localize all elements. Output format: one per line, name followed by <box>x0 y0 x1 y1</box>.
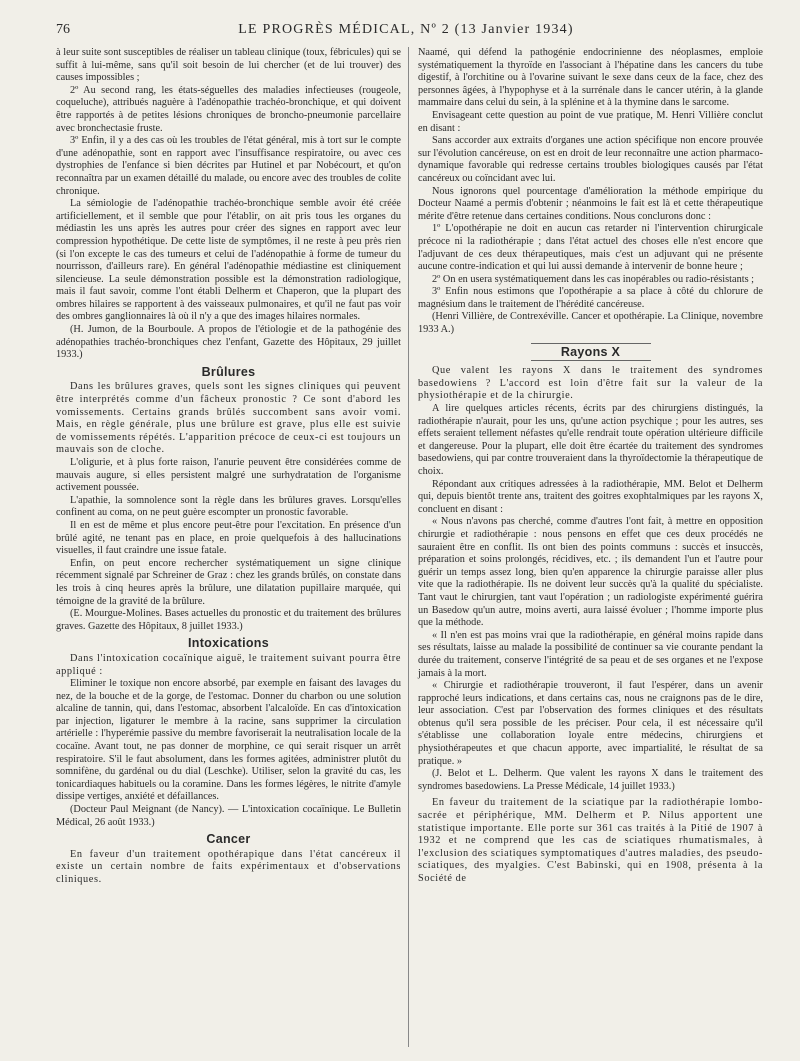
paragraph: Que valent les rayons X dans le traitement des syndromes basedowiens ? L'accord est loin d'être fait sur la valeur de la physiothérapie et de la chirurgie. <box>418 365 763 402</box>
paragraph: L'oligurie, et à plus forte raison, l'anurie peuvent être considérées comme de mauvais augure, si elles persistent malgré une surhydratation de l'organisme activement poussée. <box>56 457 401 494</box>
section-heading-rayons-x: Rayons X <box>531 343 651 362</box>
paragraph: Envisageant cette question au point de vue pratique, M. Henri Villière conclut en disant : <box>418 109 763 134</box>
paragraph: En faveur du traitement de la sciatique par la radiothérapie lombo-sacrée et périphérique, MM. Delherm et P. Nilus apportent une statistique importante. Elle porte sur 361 cas traités à la Pitié de 1907 à 1932 et ne comprend que les cas de sciatiques rhumatismales, à l'exclusion des sciatiques symptomatiques d'autres maladies, des pseudo-sciatiques, des myalgies. C'est Babinski, qui en 1908, présenta à la Société de <box>418 797 763 884</box>
paragraph: Répondant aux critiques adressées à la radiothérapie, MM. Belot et Delherm qui, depuis bientôt trente ans, traitent des goitres exophtalmiques par les rayons X, concluent en disant : <box>418 478 763 515</box>
column-divider <box>408 47 409 1047</box>
paragraph: Enfin, on peut encore rechercher systématiquement un signe clinique récemment signalé par Schreiner de Graz : chez les grands brûlés, on constate dans les trois à cinq heures après la brûlure, une dilatation pupillaire marquée, qui témoigne de la gravité de la brûlure. <box>56 557 401 607</box>
paragraph: 1º L'opothérapie ne doit en aucun cas retarder ni l'intervention chirurgicale précoce ni la radiothérapie ; dans l'état actuel des choses elle n'est encore que l'adjuvant de ces deux thérapeutiques, mais c'est un adjuvant qui ne présente aucune contre-indication et qui lui aussi demande à intervenir de bonne heure ; <box>418 223 763 273</box>
paragraph: à leur suite sont susceptibles de réaliser un tableau clinique (toux, fébricules) qui se suffit à lui-même, sans qu'il soit besoin de lui chercher (et de lui trouver) des causes impossibles ; <box>56 47 401 84</box>
citation: (J. Belot et L. Delherm. Que valent les rayons X dans le traitement des syndromes basedowiens. La Presse Médicale, 14 juillet 1933.) <box>418 768 763 792</box>
section-heading-cancer: Cancer <box>206 832 251 847</box>
paragraph: L'apathie, la somnolence sont la règle dans les brûlures graves. Lorsqu'elles confinent au coma, on ne peut guère escompter un pronostic favorable. <box>56 494 401 519</box>
paragraph: 2º On en usera systématiquement dans les cas inopérables ou radio-résistants ; <box>432 273 755 285</box>
paragraph: 2º Au second rang, les états-séguelles des maladies infectieuses (rougeole, coqueluche), attribués naguère à l'adénopathie trachéo-bronchique, et qui doivent être rapportés à de petites lésions chroniques de broncho-pneumonie parcellaire avec bronchectasie fruste. <box>56 84 401 134</box>
paragraph: A lire quelques articles récents, écrits par des chirurgiens distingués, la radiothérapie n'aurait, pour les uns, qu'une action psychique ; pour les autres, ses effets seraient tellement néfastes qu'elle rendrait toute opération ultérieure difficile et dangereuse. Pour la plupart, elle doit être écartée du traitement des syndromes basedowiens, qui par contre trouveraient dans la thyroïdectomie la thérapeutique de choix. <box>418 403 763 477</box>
citation: (E. Mourgue-Molines. Bases actuelles du pronostic et du traitement des brûlures graves. Gazette des Hôpitaux, 8 juillet 1933.) <box>56 608 401 632</box>
paragraph: Dans l'intoxication cocaïnique aiguë, le traitement suivant pourra être appliqué : <box>56 652 401 677</box>
citation: (Henri Villière, de Contrexéville. Cancer et opothérapie. La Clinique, novembre 1933 A.) <box>418 311 763 336</box>
paragraph: 3º Enfin nous estimons que l'opothérapie a sa place à côté du chlorure de magnésium dans le traitement de l'hérédité cancéreuse. <box>418 286 763 310</box>
paragraph: La sémiologie de l'adénopathie trachéo-bronchique semble avoir été créée artificiellement, et il semble que pour l'établir, on ait pris tous les organes du médiastin les uns après les autres pour créer des signes en rapport avec leur compression hypothétique. De cette liste de symptômes, il ne reste à peu près rien (si l'on excepte le cas des tumeurs et celui de l'adénopathie à forme de tumeur du nourrisson, d'ailleurs rare). En général l'adénopathie médiastine est cliniquement silencieuse. La seule démonstration possible est la démonstration radiologique, mais il faut savoir, comme l'ont établi Delherm et Chaperon, que la plupart des ombres hilaires se rapportent à des vaisseaux pulmonaires, et qu'il ne faut pas voir des ombres ganglionnaires là où il n'y a que des images hilaires normales. <box>56 198 401 323</box>
left-column <box>56 47 401 887</box>
paragraph: Eliminer le toxique non encore absorbé, par exemple en faisant des lavages du nez, de la bouche et de la gorge, de l'estomac. Donner du charbon ou une solution alcaline de tannin, qui, dans l'estomac, absorbent l'alcaloïde. En cas d'intoxication par injection, ligaturer le membre à la racine, sans supprimer la circulation artérielle : l'hyperémie passive du membre favoriserait la neutralisation locale de la cocaïne. Avant tout, ne pas donner de morphine, ce qui serait risquer un arrêt respiratoire. S'il le faut absolument, dans les formes agitées, administrer plutôt du somnifène, du gardénal ou du dial (Leschke). Utiliser, selon la gravité du cas, les tonicardiaques habituels ou la coramine. Dans les formes légères, le nitrite d'amyle dissipe vertiges, anxiété et défaillances. <box>56 678 401 803</box>
paragraph: Nous ignorons quel pourcentage d'amélioration la méthode empirique du Docteur Naamé a permis d'obtenir ; néanmoins le fait est là et cette thérapeutique mérite d'être retenue dans certaines conditions. Nous conclurons donc : <box>418 185 763 222</box>
quotation-paragraph: « Chirurgie et radiothérapie trouveront, il faut l'espérer, dans un avenir rapproché leurs indications, et dans certains cas, nous ne craignons pas de le dire, leur association. C'est par l'observation des formes cliniques et des résultats obtenus qu'il sera possible de les préciser. Pour cela, il est nécessaire qu'il s'établisse une collaboration loyale entre médecins, chirurgiens et physiothérapeutes et que chacun apporte, avec impartialité, le résultat de sa pratique. » <box>418 680 763 767</box>
section-heading-intoxications: Intoxications <box>188 636 269 651</box>
running-title: LE PROGRÈS MÉDICAL, Nº 2 (13 Janvier 1934) <box>238 22 574 37</box>
paragraph: 3º Enfin, il y a des cas où les troubles de l'état général, mis à tort sur le compte d'une adénopathie, sont en rapport avec l'insuffisance respiratoire, ou avec ces dystrophies de l'enfance si bien décrites par Hutinel et par Nobécourt, et qu'on reconnaîtra par un examen détaillé du malade, ou encore avec des troubles de colite chronique. <box>56 135 401 197</box>
quotation-paragraph: « Il n'en est pas moins vrai que la radiothérapie, en général moins rapide dans ses résultats, laisse au malade la possibilité de continuer sa vie courante pendant la durée du traitement, conserve l'intégrité de sa peau et de ses organes et ne l'expose jamais à la mort. <box>418 629 763 679</box>
right-column <box>418 47 763 886</box>
paragraph: En faveur d'un traitement opothérapique dans l'état cancéreux il existe un certain nombre de faits expérimentaux et d'observations cliniques. <box>56 848 401 885</box>
citation: (H. Jumon, de la Bourboule. A propos de l'étiologie et de la pathogénie des adénopathies trachéo-bronchiques chez l'enfant, Gazette des Hôpitaux, 29 juillet 1933.) <box>56 324 401 361</box>
page-number: 76 <box>56 22 70 37</box>
citation: (Docteur Paul Meignant (de Nancy). — L'intoxication cocaïnique. Le Bulletin Médical, 26 août 1933.) <box>56 804 401 828</box>
page-header <box>56 22 756 42</box>
paragraph: Dans les brûlures graves, quels sont les signes cliniques qui peuvent être interprétés comme d'un fâcheux pronostic ? Ce sont d'abord les vomissements. Certains grands brûlés succombent sans avoir vomi. Mais, en règle générale, plus une brûlure est grave, plus elle est suivie de vomissements répétés. L'apparition précoce de ceux-ci est toujours un mauvais son de cloche. <box>56 381 401 456</box>
quotation-paragraph: « Nous n'avons pas cherché, comme d'autres l'ont fait, à mettre en opposition chirurgie et radiothérapie : nous pensons en effet que ces deux procédés ne sauraient être en conflit. Ils ont bien des points communs : succès et insuccès, préparation et soins prolongés, récidives, etc. ; ils demandent l'un et l'autre pour guérir un temps assez long, bien qu'en apparence la chirurgie paraisse aller plus vite que la radiothérapie. Ils ne doivent leur succès qu'à la qualité du spécialiste. Tant vaut le chirurgien, tant vaut l'opération ; un radiologiste expérimenté guérira un Basedow qu'un autre, moins averti, aura laissé évoluer ; l'homme importe plus que la méthode. <box>418 516 763 629</box>
paragraph: Il en est de même et plus encore peut-être pour l'excitation. En présence d'un brûlé agité, ne tenant pas en place, en proie quelquefois à des hallucinations visuelles, il faut craindre une issue fatale. <box>56 519 401 557</box>
section-heading-brulures: Brûlures <box>201 364 256 379</box>
paragraph: Naamé, qui défend la pathogénie endocrinienne des néoplasmes, emploie systématiquement la thyroïde en l'associant à l'hépatine dans les cancers du tube digestif, à l'orchitine ou à l'ovarine suivant le sexe dans ceux de la face, chez des personnes âgées, à l'hypophyse et à la surrénale dans le cancer utérin, à la glande mammaire dans celui du sein, à la splénine et à la thymine dans le sarcome. <box>418 47 763 109</box>
paragraph: Sans accorder aux extraits d'organes une action spécifique non encore prouvée sur l'évolution cancéreuse, on est en droit de leur reconnaître une action pharmaco-dynamique favorable qui redresse certains troubles biologiques causés par l'état cancéreux ou coïncidant avec lui. <box>418 135 763 184</box>
